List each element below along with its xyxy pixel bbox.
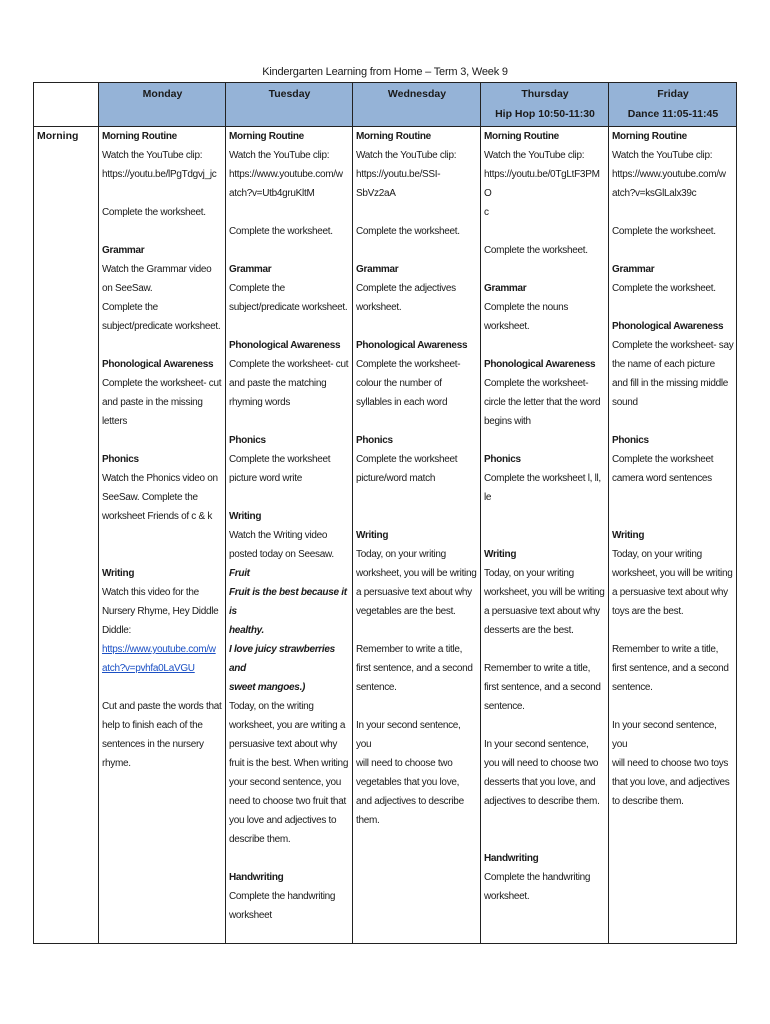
- header-friday: [609, 83, 737, 127]
- cell-text: subject/predicate worksheet.: [102, 321, 221, 332]
- cell-text: Watch this video for the: [102, 587, 199, 598]
- cell-friday: [609, 127, 737, 944]
- cell-text: worksheet, you will be writing: [612, 568, 733, 579]
- cell-text: sound: [612, 397, 638, 408]
- cell-text: camera word sentences: [612, 473, 712, 484]
- header-wednesday: [353, 83, 481, 127]
- day-sublabel: Hip Hop 10:50-11:30: [495, 108, 595, 120]
- cell-text: Complete the handwriting: [229, 891, 336, 902]
- section-heading: Phonics: [229, 435, 266, 446]
- cell-text: Complete the worksheet- cut: [229, 359, 349, 370]
- cell-monday: [99, 127, 226, 944]
- spacer: [356, 488, 478, 507]
- cell-text: Complete the worksheet.: [612, 283, 716, 294]
- cell-text: c: [484, 207, 489, 218]
- cell-text: Today, on your writing: [356, 549, 446, 560]
- cell-text: Complete the worksheet-: [484, 378, 589, 389]
- cell-text: I love juicy strawberries and: [229, 644, 335, 674]
- spacer: [612, 412, 734, 431]
- cell-text: you love and adjectives to: [229, 815, 337, 826]
- cell-text: will need to choose two toys: [612, 758, 729, 769]
- section-heading: Morning Routine: [612, 131, 687, 142]
- spacer: [102, 526, 223, 545]
- cell-text: healthy.: [229, 625, 265, 636]
- section-heading: Handwriting: [484, 853, 539, 864]
- cell-text: colour the number of: [356, 378, 442, 389]
- cell-text: on SeeSaw.: [102, 283, 153, 294]
- spacer: [356, 203, 478, 222]
- cell-text: Today, on your writing: [484, 568, 574, 579]
- cell-text: describe them.: [229, 834, 291, 845]
- header-thursday: [481, 83, 609, 127]
- spacer: [612, 298, 734, 317]
- spacer: [484, 431, 606, 450]
- cell-text: worksheet, you are writing a: [229, 720, 346, 731]
- section-heading: Phonics: [612, 435, 649, 446]
- cell-text: Watch the YouTube clip:: [484, 150, 585, 161]
- video-link[interactable]: https://www.youtube.com/w: [102, 644, 216, 655]
- cell-text: toys are the best.: [612, 606, 684, 617]
- spacer: [484, 526, 606, 545]
- cell-text: sentence.: [612, 682, 653, 693]
- section-heading: Phonological Awareness: [229, 340, 341, 351]
- day-sublabel: Dance 11:05-11:45: [627, 108, 719, 120]
- section-heading: Grammar: [612, 264, 655, 275]
- cell-text: atch?v=ksGlLalx39c: [612, 188, 697, 199]
- cell-text: Complete the nouns: [484, 302, 569, 313]
- cell-text: posted today on Seesaw.: [229, 549, 334, 560]
- cell-text: Watch the YouTube clip:: [229, 150, 330, 161]
- spacer: [484, 830, 606, 849]
- day-label: Tuesday: [268, 88, 311, 100]
- cell-text: https://www.youtube.com/w: [612, 169, 726, 180]
- day-label: Thursday: [521, 88, 569, 100]
- cell-text: https://youtu.be/SSI-SbVz2aA: [356, 169, 441, 199]
- spacer: [484, 640, 606, 659]
- cell-text: Remember to write a title,: [612, 644, 719, 655]
- spacer: [484, 222, 606, 241]
- cell-text: and paste in the missing: [102, 397, 203, 408]
- cell-text: to describe them.: [612, 796, 684, 807]
- cell-text: Complete the worksheet: [229, 454, 331, 465]
- cell-text: https://youtu.be/lPgTdgvj_jc: [102, 169, 217, 180]
- cell-text: worksheet: [229, 910, 272, 921]
- cell-text: need to choose two fruit that: [229, 796, 346, 807]
- spacer: [612, 621, 734, 640]
- cell-text: Remember to write a title,: [484, 663, 591, 674]
- cell-text: In your second sentence,: [484, 739, 589, 750]
- cell-text: worksheet.: [356, 302, 402, 313]
- section-heading: Writing: [612, 530, 645, 541]
- cell-text: Complete the worksheet-: [356, 359, 461, 370]
- cell-text: Complete the worksheet l, ll,: [484, 473, 601, 484]
- spacer: [102, 678, 223, 697]
- cell-text: Complete the worksheet- say: [612, 340, 734, 351]
- spacer: [356, 697, 478, 716]
- spacer: [229, 412, 350, 431]
- cell-text: letters: [102, 416, 128, 427]
- cell-wednesday: [353, 127, 481, 944]
- cell-text: worksheet, you will be writing: [356, 568, 477, 579]
- cell-text: first sentence, and a second: [356, 663, 473, 674]
- spacer: [102, 545, 223, 564]
- row-label-morning: Morning: [34, 127, 99, 944]
- cell-text: Complete the worksheet.: [484, 245, 588, 256]
- cell-text: rhyming words: [229, 397, 291, 408]
- spacer: [612, 203, 734, 222]
- cell-text: Today, on the writing: [229, 701, 314, 712]
- cell-text: adjectives to describe them.: [484, 796, 600, 807]
- section-heading: Writing: [484, 549, 517, 560]
- spacer: [102, 336, 223, 355]
- cell-text: picture/word match: [356, 473, 436, 484]
- cell-tuesday: [226, 127, 353, 944]
- section-heading: Grammar: [356, 264, 399, 275]
- cell-text: Watch the Grammar video: [102, 264, 212, 275]
- cell-text: worksheet.: [484, 321, 530, 332]
- section-heading: Writing: [356, 530, 389, 541]
- cell-text: le: [484, 492, 492, 503]
- spacer: [484, 260, 606, 279]
- cell-text: SeeSaw. Complete the: [102, 492, 198, 503]
- cell-text: Remember to write a title,: [356, 644, 463, 655]
- cell-text: a persuasive text about why: [612, 587, 728, 598]
- spacer: [356, 507, 478, 526]
- cell-text: and paste the matching: [229, 378, 327, 389]
- cell-text: and adjectives to describe: [356, 796, 464, 807]
- cell-text: first sentence, and a second: [484, 682, 601, 693]
- cell-text: In your second sentence, you: [356, 720, 461, 750]
- spacer: [356, 241, 478, 260]
- cell-text: In your second sentence, you: [612, 720, 717, 750]
- section-heading: Phonics: [484, 454, 521, 465]
- spacer: [356, 621, 478, 640]
- day-label: Wednesday: [387, 88, 447, 100]
- cell-text: worksheet.: [484, 891, 530, 902]
- cell-text: a persuasive text about why: [484, 606, 600, 617]
- cell-text: persuasive text about why: [229, 739, 338, 750]
- video-link[interactable]: atch?v=pvhfa0LaVGU: [102, 663, 195, 674]
- cell-text: Complete the handwriting: [484, 872, 591, 883]
- spacer: [484, 336, 606, 355]
- spacer: [612, 507, 734, 526]
- cell-text: Complete the worksheet.: [356, 226, 460, 237]
- cell-text: will need to choose two: [356, 758, 453, 769]
- cell-text: https://www.youtube.com/w: [229, 169, 343, 180]
- cell-text: desserts that you love, and: [484, 777, 596, 788]
- spacer: [102, 431, 223, 450]
- cell-text: Complete the worksheet: [612, 454, 714, 465]
- cell-text: a persuasive text about why: [356, 587, 472, 598]
- spacer: [229, 203, 350, 222]
- cell-text: Diddle:: [102, 625, 132, 636]
- cell-text: begins with: [484, 416, 531, 427]
- spacer: [484, 507, 606, 526]
- cell-text: worksheet Friends of c & k: [102, 511, 213, 522]
- morning-row: [34, 127, 737, 944]
- cell-text: Watch the YouTube clip:: [102, 150, 203, 161]
- spacer: [229, 849, 350, 868]
- timetable: [33, 82, 737, 944]
- spacer: [612, 488, 734, 507]
- cell-text: subject/predicate worksheet.: [229, 302, 348, 313]
- cell-text: Complete the worksheet.: [612, 226, 716, 237]
- section-heading: Grammar: [229, 264, 272, 275]
- spacer: [229, 241, 350, 260]
- cell-text: Watch the YouTube clip:: [356, 150, 457, 161]
- cell-text: Complete the: [102, 302, 158, 313]
- cell-text: that you love, and adjectives: [612, 777, 730, 788]
- section-heading: Phonological Awareness: [612, 321, 724, 332]
- cell-text: sweet mangoes.): [229, 682, 306, 693]
- spacer: [612, 697, 734, 716]
- section-heading: Phonological Awareness: [484, 359, 596, 370]
- section-heading: Morning Routine: [484, 131, 559, 142]
- cell-text: Complete the worksheet- cut: [102, 378, 222, 389]
- cell-text: Complete the worksheet.: [102, 207, 206, 218]
- spacer: [229, 317, 350, 336]
- day-label: Friday: [657, 88, 689, 100]
- spacer: [356, 317, 478, 336]
- cell-text: desserts are the best.: [484, 625, 574, 636]
- cell-text: fruit is the best. When writing: [229, 758, 349, 769]
- header-row: [34, 83, 737, 127]
- section-heading: Morning Routine: [229, 131, 304, 142]
- page-title: Kindergarten Learning from Home – Term 3, Week 9: [262, 66, 508, 78]
- header-monday: [99, 83, 226, 127]
- cell-text: picture word write: [229, 473, 302, 484]
- cell-text: worksheet, you will be writing: [484, 587, 605, 598]
- cell-text: sentence.: [484, 701, 525, 712]
- cell-text: Fruit is the best because it is: [229, 587, 347, 617]
- cell-text: Watch the Phonics video on: [102, 473, 218, 484]
- cell-text: circle the letter that the word: [484, 397, 601, 408]
- cell-text: them.: [356, 815, 380, 826]
- cell-text: you will need to choose two: [484, 758, 599, 769]
- cell-text: Watch the Writing video: [229, 530, 328, 541]
- cell-text: Complete the: [229, 283, 285, 294]
- cell-thursday: [481, 127, 609, 944]
- header-tuesday: [226, 83, 353, 127]
- spacer: [102, 184, 223, 203]
- cell-text: and fill in the missing middle: [612, 378, 729, 389]
- cell-text: sentences in the nursery: [102, 739, 204, 750]
- cell-text: Today, on your writing: [612, 549, 702, 560]
- section-heading: Handwriting: [229, 872, 284, 883]
- cell-text: syllables in each word: [356, 397, 448, 408]
- cell-text: Complete the worksheet.: [229, 226, 333, 237]
- cell-text: Complete the adjectives: [356, 283, 456, 294]
- section-heading: Grammar: [102, 245, 145, 256]
- cell-text: Watch the YouTube clip:: [612, 150, 713, 161]
- spacer: [484, 811, 606, 830]
- corner-cell: [34, 83, 99, 127]
- cell-text: atch?v=Utb4gruKltM: [229, 188, 315, 199]
- cell-text: Nursery Rhyme, Hey Diddle: [102, 606, 219, 617]
- cell-text: rhyme.: [102, 758, 131, 769]
- spacer: [612, 241, 734, 260]
- section-heading: Grammar: [484, 283, 527, 294]
- cell-text: vegetables are the best.: [356, 606, 456, 617]
- section-heading: Writing: [229, 511, 262, 522]
- section-heading: Writing: [102, 568, 135, 579]
- cell-text: first sentence, and a second: [612, 663, 729, 674]
- cell-text: Cut and paste the words that: [102, 701, 222, 712]
- section-heading: Phonics: [102, 454, 139, 465]
- section-heading: Morning Routine: [102, 131, 177, 142]
- cell-text: your second sentence, you: [229, 777, 342, 788]
- spacer: [229, 488, 350, 507]
- day-label: Monday: [142, 88, 183, 100]
- cell-text: the name of each picture: [612, 359, 715, 370]
- section-heading: Morning Routine: [356, 131, 431, 142]
- section-heading: Phonological Awareness: [356, 340, 468, 351]
- cell-text: Fruit: [229, 568, 250, 579]
- cell-text: Complete the worksheet: [356, 454, 458, 465]
- spacer: [356, 412, 478, 431]
- cell-text: sentence.: [356, 682, 397, 693]
- cell-text: vegetables that you love,: [356, 777, 460, 788]
- cell-text: https://youtu.be/0TgLtF3PMO: [484, 169, 600, 199]
- section-heading: Phonics: [356, 435, 393, 446]
- cell-text: help to finish each of the: [102, 720, 203, 731]
- spacer: [484, 716, 606, 735]
- section-heading: Phonological Awareness: [102, 359, 214, 370]
- spacer: [102, 222, 223, 241]
